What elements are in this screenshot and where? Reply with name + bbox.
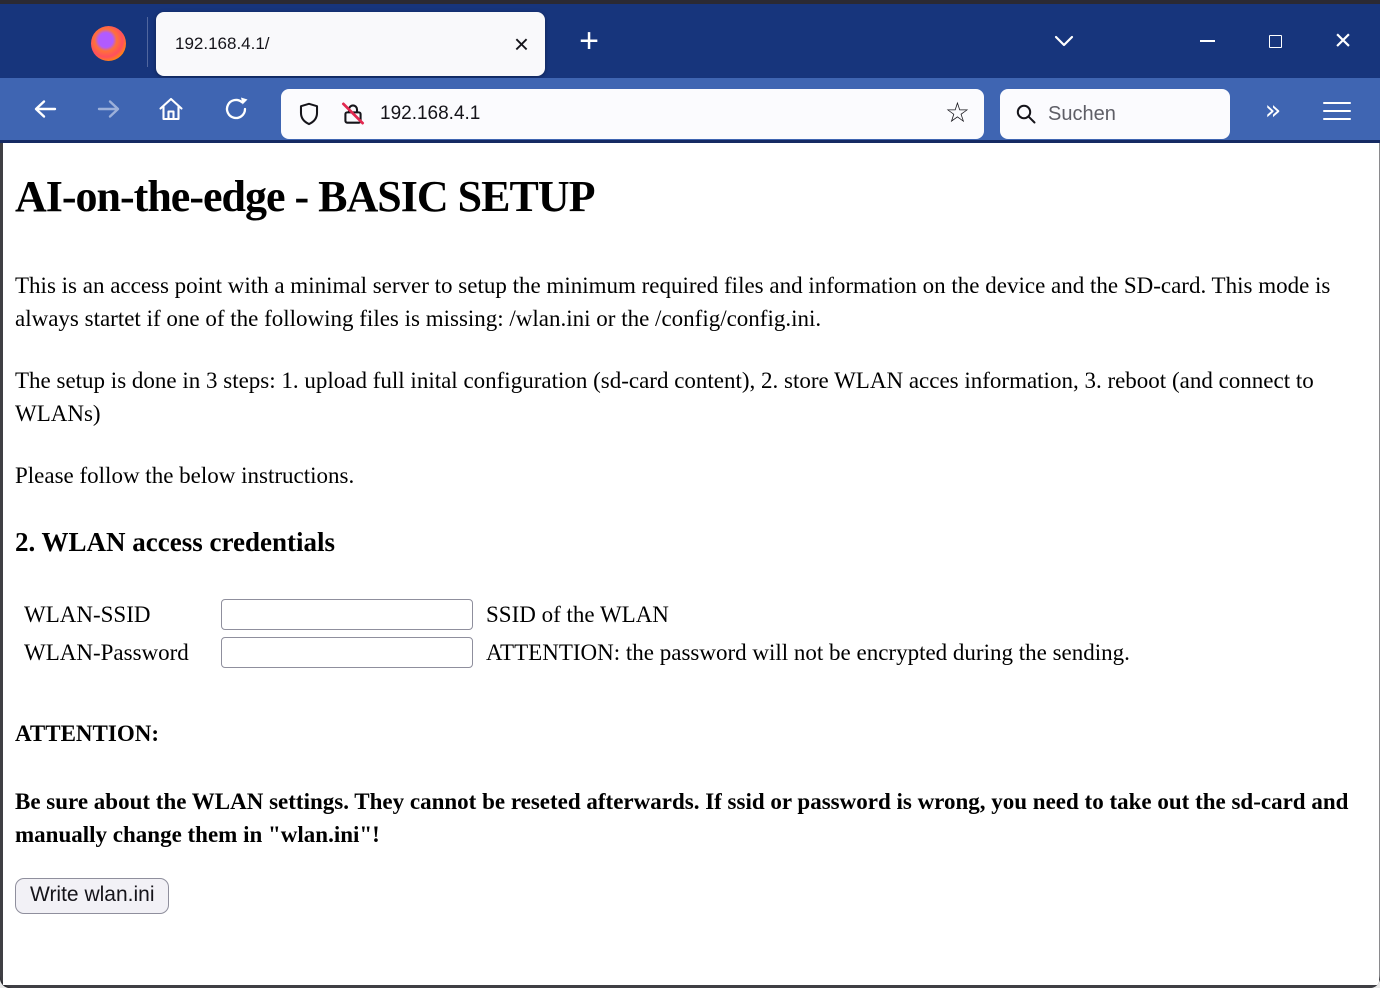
forward-icon[interactable] (95, 95, 123, 123)
minimize-icon (1200, 40, 1215, 42)
new-tab-button[interactable] (567, 19, 611, 63)
attention-heading: ATTENTION: (15, 721, 159, 746)
wlan-password-input[interactable] (221, 637, 473, 668)
maximize-icon (1269, 35, 1282, 48)
url-bar[interactable] (281, 89, 984, 139)
page-content (3, 146, 1379, 985)
insecure-lock-icon[interactable] (340, 101, 366, 127)
search-bar[interactable] (1000, 89, 1230, 139)
bookmark-star-icon[interactable]: ☆ (944, 98, 970, 129)
wlan-credentials-form (15, 599, 1364, 668)
search-icon (1014, 102, 1038, 126)
chevron-down-icon (1051, 32, 1077, 50)
maximize-button[interactable] (1252, 4, 1298, 78)
intro-paragraph-2: The setup is done in 3 steps: 1. upload full inital configuration (sd-card content), 2. store WLAN acces information, 3. reboot (and connect to WLANs) (15, 368, 1314, 426)
intro-paragraph-3: Please follow the below instructions. (15, 463, 355, 488)
form-row-password (15, 637, 1364, 668)
overflow-menu-button[interactable] (1253, 90, 1293, 130)
wlan-ssid-input[interactable] (221, 599, 473, 630)
page-title: AI-on-the-edge - BASIC SETUP (15, 172, 595, 221)
section-heading-wlan-credentials: 2. WLAN access credentials (15, 527, 335, 557)
back-icon[interactable] (31, 95, 59, 123)
minimize-button[interactable] (1184, 4, 1230, 78)
wlan-ssid-label: WLAN-SSID (24, 601, 151, 627)
home-icon[interactable] (157, 95, 185, 123)
form-row-ssid (15, 599, 1364, 630)
wlan-password-description: ATTENTION: the password will not be encrypted during the sending. (486, 639, 1130, 665)
browser-toolbar (0, 78, 1380, 143)
list-all-tabs-button[interactable] (1051, 32, 1077, 55)
url-text[interactable]: 192.168.4.1 (380, 103, 481, 124)
close-icon: × (1334, 24, 1352, 57)
wlan-password-label: WLAN-Password (24, 639, 189, 665)
attention-warning-text: Be sure about the WLAN settings. They cannot be reseted afterwards. If ssid or password is wrong, you need to take out the sd-card and manually change them in "wlan.ini"! (15, 789, 1349, 847)
firefox-logo-icon[interactable] (91, 26, 126, 61)
plus-icon: + (579, 21, 599, 60)
reload-icon[interactable] (222, 95, 250, 123)
write-wlan-ini-button[interactable]: Write wlan.ini (15, 878, 169, 914)
tab-separator (147, 17, 148, 67)
app-menu-button[interactable] (1322, 100, 1352, 122)
double-chevron-icon: » (1264, 94, 1282, 126)
tab-title: 192.168.4.1/ (175, 34, 270, 53)
close-window-button[interactable] (1320, 4, 1366, 78)
hamburger-icon (1323, 102, 1351, 104)
shield-icon[interactable] (296, 101, 322, 127)
browser-tab[interactable] (156, 12, 545, 76)
browser-titlebar (0, 4, 1380, 78)
tab-close-icon[interactable]: × (513, 29, 529, 59)
search-input[interactable] (1048, 103, 1198, 126)
wlan-ssid-description: SSID of the WLAN (486, 601, 669, 627)
intro-paragraph-1: This is an access point with a minimal server to setup the minimum required files and information on the device and the SD-card. This mode is always startet if one of the following files is missing: /wlan.ini or the /config/config.ini. (15, 273, 1331, 331)
